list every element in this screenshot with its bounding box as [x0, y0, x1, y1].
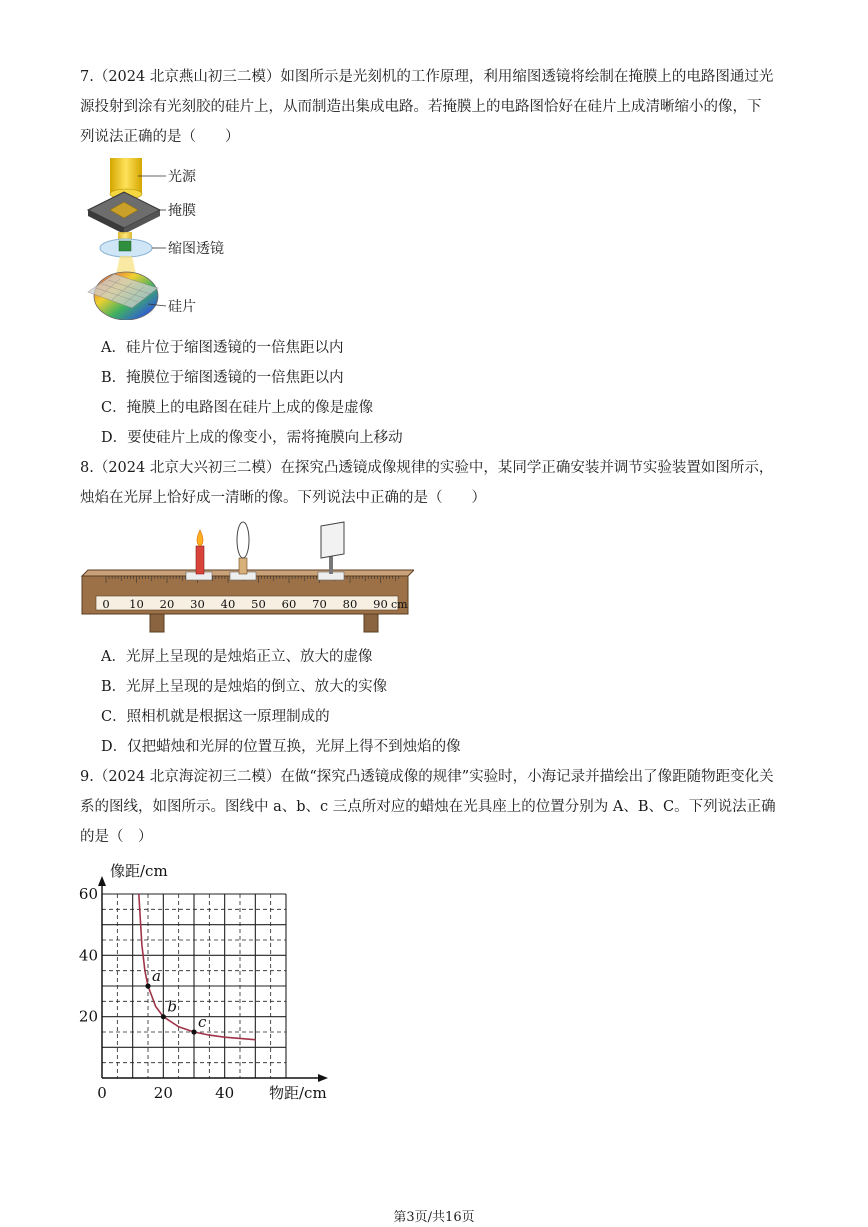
q8-option-a: A．光屏上呈现的是烛焰正立、放大的虚像 — [101, 649, 373, 665]
page-footer: 第3页/共16页 — [393, 1210, 475, 1225]
y-tick-label: 60 — [78, 885, 98, 903]
label-mask: 掩膜 — [168, 203, 196, 219]
chart-xlabel: 物距/cm — [269, 1084, 327, 1102]
x-axis-arrow-icon — [318, 1074, 328, 1082]
ruler-label: 70 — [312, 597, 327, 611]
point-label-b: b — [167, 997, 177, 1016]
q8-option-b: B．光屏上呈现的是烛焰的倒立、放大的实像 — [101, 679, 388, 695]
x-tick-label: 40 — [215, 1084, 235, 1102]
ruler-label: 90 — [373, 597, 388, 611]
light-screen — [321, 522, 344, 558]
candle — [196, 546, 204, 574]
ruler-label: 30 — [190, 597, 205, 611]
point-a — [145, 983, 150, 988]
ruler-label: 40 — [220, 597, 236, 611]
convex-lens — [237, 522, 249, 558]
point-label-c: c — [198, 1013, 207, 1031]
q8-stem-line-1: 8.（2024 北京大兴初三二模）在探究凸透镜成像规律的实验中，某同学正确安装并调节实验装置如图所示， — [80, 460, 774, 476]
y-axis-arrow-icon — [98, 876, 106, 886]
label-wafer: 硅片 — [168, 299, 196, 315]
ruler-label: 20 — [159, 597, 175, 611]
ruler-unit: cm — [391, 598, 408, 611]
y-tick-label: 40 — [78, 946, 98, 965]
ruler-label: 60 — [281, 597, 297, 611]
q9-stem-line-2: 系的图线，如图所示。图线中 a、b、c 三点所对应的蜡烛在光具座上的位置分别为 A、B、C。下列说法正确 — [80, 799, 776, 815]
label-reduction-lens: 缩图透镜 — [168, 241, 224, 257]
light-beam — [110, 158, 142, 194]
q8-option-d: D．仅把蜡烛和光屏的位置互换，光屏上得不到烛焰的像 — [101, 739, 461, 755]
q7-option-b: B．掩膜位于缩图透镜的一倍焦距以内 — [101, 370, 344, 386]
image-distance-chart — [70, 852, 340, 1108]
chart-ylabel: 像距/cm — [110, 862, 168, 880]
ruler-label: 0 — [102, 597, 110, 611]
q7-option-a: A．硅片位于缩图透镜的一倍焦距以内 — [101, 340, 344, 356]
x-tick-label: 20 — [153, 1084, 173, 1102]
optical-bench-figure — [78, 520, 414, 636]
point-c — [191, 1029, 196, 1034]
label-light-source: 光源 — [168, 169, 196, 185]
q7-stem-line-2: 源投射到涂有光刻胶的硅片上，从而制造出集成电路。若掩膜上的电路图恰好在硅片上成清晰缩小的像，下 — [80, 99, 762, 115]
q8-option-c: C．照相机就是根据这一原理制成的 — [101, 709, 330, 725]
q7-stem-line-1: 7.（2024 北京燕山初三二模）如图所示是光刻机的工作原理，利用缩图透镜将绘制在掩膜上的电路图通过光 — [80, 69, 774, 85]
q7-option-c: C．掩膜上的电路图在硅片上成的像是虚像 — [101, 400, 374, 416]
q8-stem-line-2: 烛焰在光屏上恰好成一清晰的像。下列说法中正确的是（ ） — [80, 490, 486, 506]
y-tick-label: 20 — [78, 1007, 98, 1026]
x-tick-label: 0 — [97, 1084, 107, 1102]
q7-option-d: D．要使硅片上成的像变小，需将掩膜向上移动 — [101, 430, 403, 446]
ruler-label: 80 — [342, 597, 358, 611]
lithography-figure — [80, 158, 240, 320]
q9-stem-line-3: 的是（ ） — [80, 829, 153, 845]
ruler-label: 50 — [251, 597, 266, 611]
point-b — [161, 1014, 166, 1019]
q9-stem-line-1: 9.（2024 北京海淀初三二模）在做“探究凸透镜成像的规律”实验时，小海记录并描绘出了像距随物距变化关 — [80, 769, 774, 785]
q7-stem-line-3: 列说法正确的是（ ） — [80, 129, 240, 145]
ruler-label: 10 — [129, 597, 144, 611]
flame-icon — [197, 530, 203, 546]
point-label-a: a — [152, 967, 161, 985]
